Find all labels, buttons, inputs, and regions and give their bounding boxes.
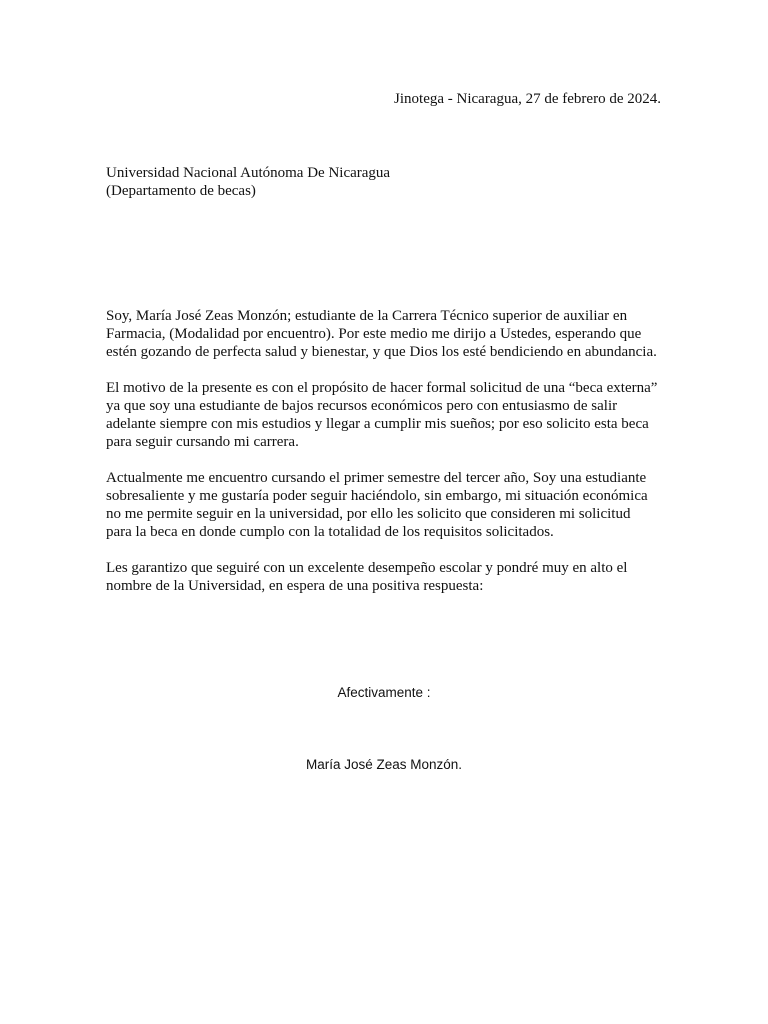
body-paragraph-purpose <box>106 379 676 451</box>
paragraph-line: estén gozando de perfecta salud y bienestar, y que Dios los esté bendiciendo en abundancia. <box>106 344 657 360</box>
signature-name: María José Zeas Monzón. <box>305 757 463 772</box>
paragraph-line: para seguir cursando mi carrera. <box>106 434 299 450</box>
letter-date-line: Jinotega - Nicaragua, 27 de febrero de 2024. <box>394 91 661 107</box>
paragraph-line: para la beca en donde cumplo con la totalidad de los requisitos solicitados. <box>106 524 554 540</box>
recipient-institution: Universidad Nacional Autónoma De Nicaragua <box>106 165 391 181</box>
letter-body <box>106 307 676 613</box>
paragraph-line: El motivo de la presente es con el propósito de hacer formal solicitud de una “beca externa” <box>106 380 658 396</box>
paragraph-line: Farmacia, (Modalidad por encuentro). Por este medio me dirijo a Ustedes, esperando que <box>106 326 642 342</box>
paragraph-line: no me permite seguir en la universidad, por ello les solicito que consideren mi solicitud <box>106 506 631 522</box>
body-paragraph-commitment <box>106 559 676 595</box>
body-paragraph-introduction <box>106 307 676 361</box>
letter-closing: Afectivamente : <box>337 685 431 700</box>
paragraph-line: Soy, María José Zeas Monzón; estudiante de la Carrera Técnico superior de auxiliar en <box>106 308 628 324</box>
paragraph-line: adelante siempre con mis estudios y llegar a cumplir mis sueños; por eso solicito esta beca <box>106 416 649 432</box>
paragraph-line: Actualmente me encuentro cursando el primer semestre del tercer año, Soy una estudiante <box>106 470 647 486</box>
letter-recipient <box>106 164 390 200</box>
paragraph-line: Les garantizo que seguiré con un excelente desempeño escolar y pondré muy en alto el <box>106 560 628 576</box>
paragraph-line: nombre de la Universidad, en espera de una positiva respuesta: <box>106 578 484 594</box>
paragraph-line: ya que soy una estudiante de bajos recursos económicos pero con entusiasmo de salir <box>106 398 618 414</box>
recipient-department: (Departamento de becas) <box>106 183 256 199</box>
body-paragraph-situation <box>106 469 676 541</box>
paragraph-line: sobresaliente y me gustaría poder seguir haciéndolo, sin embargo, mi situación económica <box>106 488 648 504</box>
